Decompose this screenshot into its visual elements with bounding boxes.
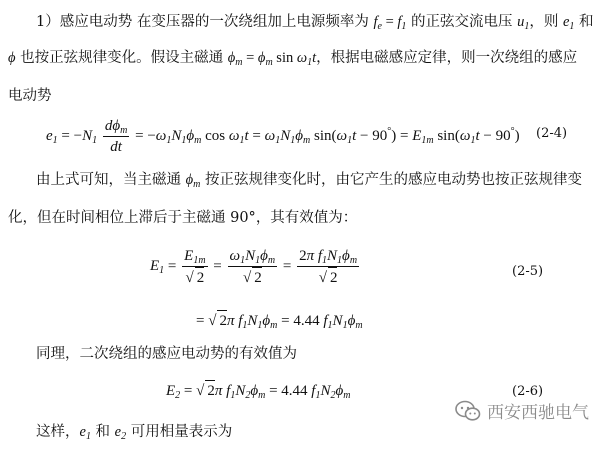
paragraph-line-1: 1）感应电动势 在变压器的一次绕组加上电源频率为 $f_e = f_1$ 的正弦交流电压 $u_1$，则 $e_1$ 和 <box>36 14 594 32</box>
formula-fe: $f_e = f_1$ <box>373 14 407 32</box>
equation-number-2-5: (2-5) <box>512 264 544 279</box>
formula-u1: $u_1$ <box>517 14 530 32</box>
formula-e1-phasor: $e_1$ <box>79 424 91 442</box>
paragraph-line-2: ϕ 也按正弦规律变化。假设主磁通 $\phi_m = \phi_m$ $\sin \omega_1t$，根据电磁感应定律，则一次绕组的感应 <box>8 50 578 68</box>
paragraph-line-6: 同理，二次绕组的感应电动势的有效值为 <box>36 346 297 362</box>
equation-number-2-4: (2-4) <box>536 126 568 141</box>
formula-e1: $e_1$ <box>562 14 575 32</box>
paragraph-line-7: 这样，$e_1$ 和 $e_2$ 可用相量表示为 <box>36 424 233 442</box>
equation-2-6: $E_2$ = √ 2π $f_1N_2\phi_m = 4.44$ $f_1N_2\phi_m$ <box>166 380 350 401</box>
paragraph-line-5: 化，但在时间相位上滞后于主磁通 90°，其有效值为： <box>8 210 358 226</box>
equation-2-5-cont: = √ 2π $f_1N_1\phi_m = 4.44$ $f_1N_1\phi_m$ <box>196 310 363 331</box>
watermark <box>455 398 589 423</box>
equation-2-5: $E_1$ = $\frac{E_{1m}}{√ 2}$ = $\frac{\omega_1N_1\phi_m}{√ 2}$ = $\frac{2\pi f_1N_1\phi_m}{√ 2}$ <box>150 248 358 286</box>
formula-e2-phasor: $e_2$ <box>114 424 127 442</box>
formula-phi-m: $\phi_m$ <box>185 172 201 190</box>
watermark-text: 西安西驰电气 <box>487 403 589 423</box>
paragraph-line-3: 电动势 <box>8 88 52 104</box>
equation-number-2-6: (2-6) <box>512 384 544 399</box>
equation-2-4: $e_1 = -N_1$ $\frac{d\phi_m}{dt}$ = $-\omega_1N_1\phi_m$ $\cos \omega_1t = \omega_1N_1\phi_m$ $\sin(\omega_1t - 90^\circ) = E_{1m}$ $\sin(\omega_1t - 90^\circ)$ <box>46 118 520 155</box>
wechat-icon <box>455 400 481 422</box>
paragraph-line-4: 由上式可知，当主磁通 $\phi_m$ 按正弦规律变化时，由它产生的感应电动势也按正弦规律变 <box>36 172 582 190</box>
formula-phi: ϕ <box>8 50 16 66</box>
formula-phi-def: $\phi_m = \phi_m$ $\sin \omega_1t$ <box>227 50 317 68</box>
